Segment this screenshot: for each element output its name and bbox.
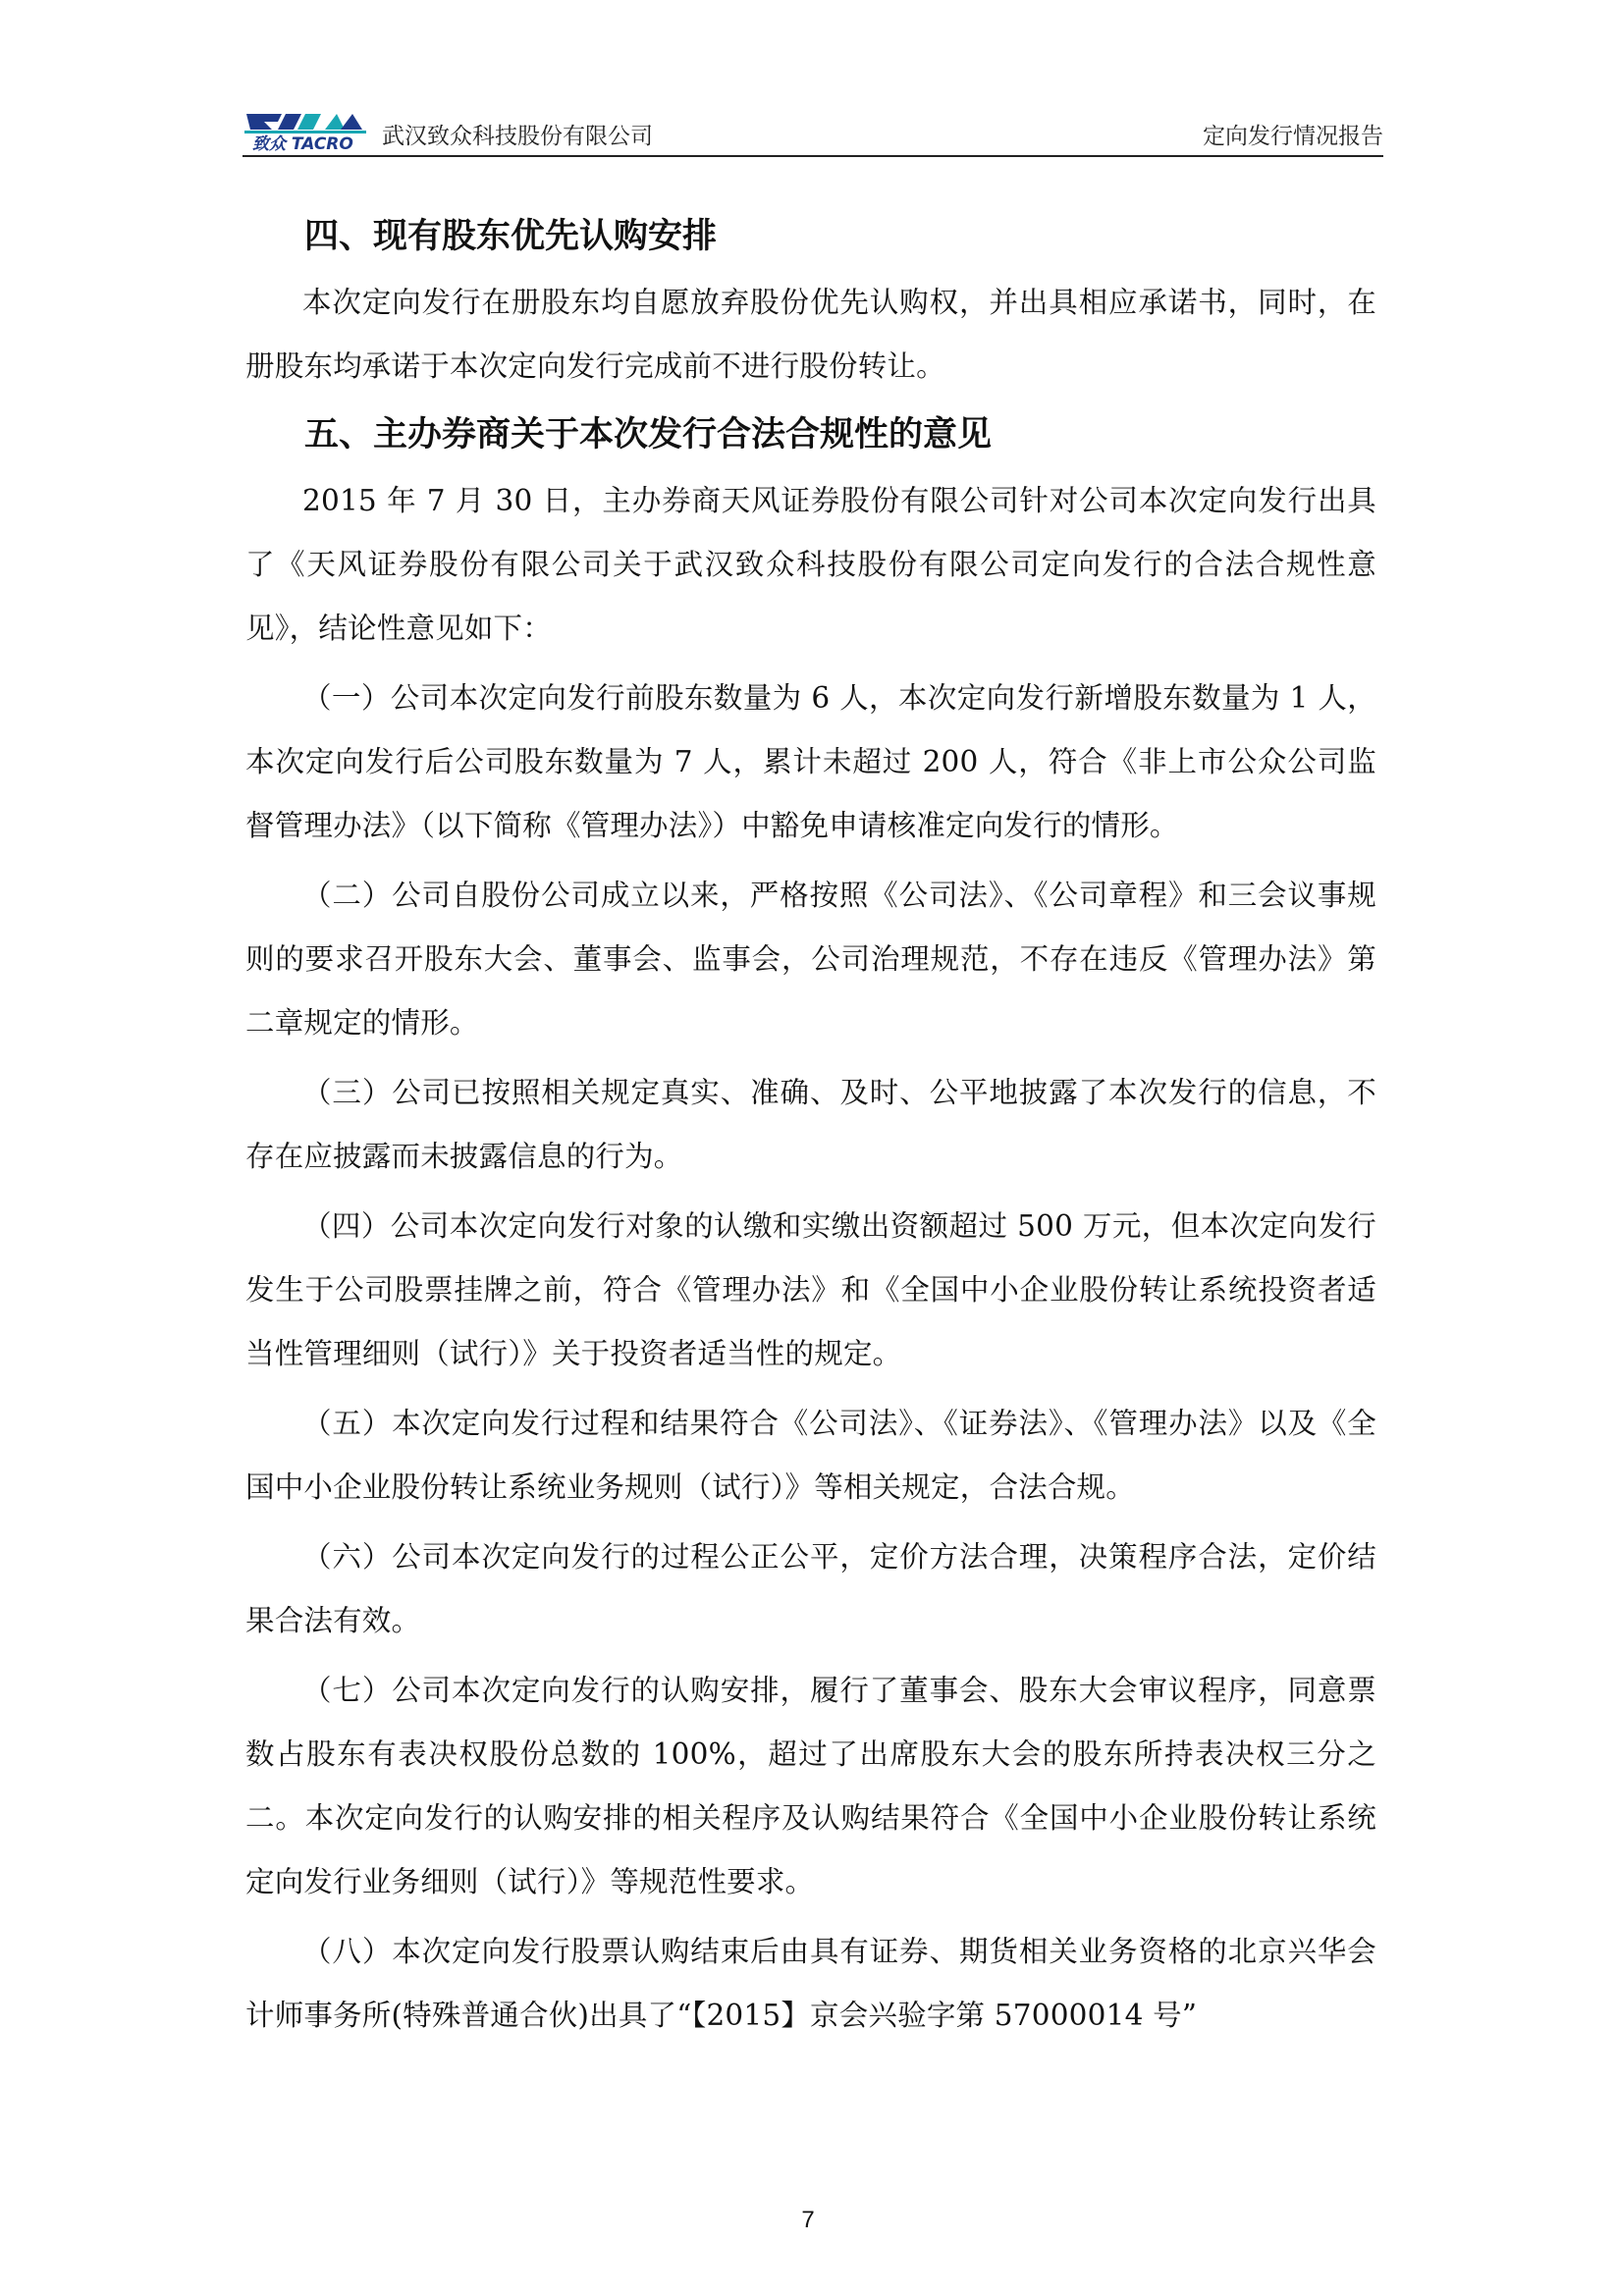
opinion-item-2: （二）公司自股份公司成立以来，严格按照《公司法》、《公司章程》和三会议事规则的要求召开股东大会、董事会、监事会，公司治理规范，不存在违反《管理办法》第二章规定的情形。 (245, 879, 1376, 1040)
header-company-name: 武汉致众科技股份有限公司 (382, 124, 653, 149)
section-heading-4: 四、现有股东优先认购安排 (304, 217, 718, 256)
section-4-paragraph: 本次定向发行在册股东均自愿放弃股份优先认购权，并出具相应承诺书，同时，在册股东均承诺于本次定向发行完成前不进行股份转让。 (245, 286, 1376, 383)
opinion-item-5: （五）本次定向发行过程和结果符合《公司法》、《证券法》、《管理办法》以及《全国中小企业股份转让系统业务规则（试行）》等相关规定，合法合规。 (245, 1407, 1376, 1504)
page-header (242, 110, 1383, 157)
document-body (245, 208, 1376, 2048)
section-heading-5: 五、主办券商关于本次发行合法合规性的意见 (304, 415, 993, 454)
header-report-title: 定向发行情况报告 (1203, 124, 1383, 149)
company-logo (242, 110, 370, 151)
logo-wordmark: 致众 TACRO (252, 134, 353, 151)
opinion-item-4: （四）公司本次定向发行对象的认缴和实缴出资额超过 500 万元，但本次定向发行发生于公司股票挂牌之前，符合《管理办法》和《全国中小企业股份转让系统投资者适当性管理细则（试行）》关于投资者适当性的规定。 (245, 1209, 1376, 1370)
opinion-item-6: （六）公司本次定向发行的过程公正公平，定价方法合理，决策程序合法，定价结果合法有效。 (245, 1540, 1376, 1637)
section-5-intro: 2015 年 7 月 30 日，主办券商天风证券股份有限公司针对公司本次定向发行出具了《天风证券股份有限公司关于武汉致众科技股份有限公司定向发行的合法合规性意见》，结论性意见如下： (245, 484, 1376, 645)
opinion-item-3: （三）公司已按照相关规定真实、准确、及时、公平地披露了本次发行的信息，不存在应披露而未披露信息的行为。 (245, 1076, 1376, 1173)
opinion-item-1: （一）公司本次定向发行前股东数量为 6 人，本次定向发行新增股东数量为 1 人，本次定向发行后公司股东数量为 7 人，累计未超过 200 人，符合《非上市公众公司监督管理办法》（以下简称《管理办法》）中豁免申请核准定向发行的情形。 (245, 681, 1376, 842)
opinion-item-8: （八）本次定向发行股票认购结束后由具有证券、期货相关业务资格的北京兴华会计师事务所(特殊普通合伙)出具了“【2015】京会兴验字第 57000014 号” (245, 1935, 1376, 2032)
opinion-item-7: （七）公司本次定向发行的认购安排，履行了董事会、股东大会审议程序，同意票数占股东有表决权股份总数的 100%，超过了出席股东大会的股东所持表决权三分之二。本次定向发行的认购安排的相关程序及认购结果符合《全国中小企业股份转让系统定向发行业务细则（试行）》等规范性要求。 (245, 1674, 1376, 1898)
page-number: 7 (801, 2207, 815, 2233)
